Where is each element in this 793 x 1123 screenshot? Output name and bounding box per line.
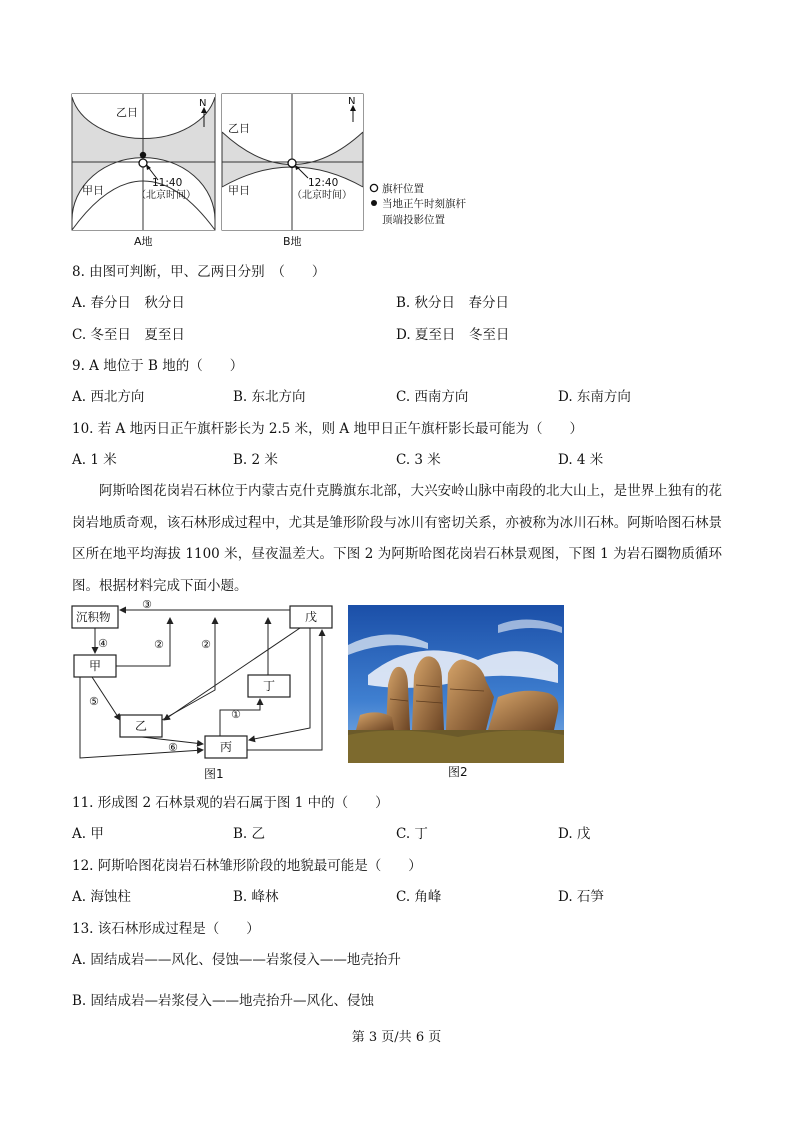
box-yi: 乙: [135, 719, 148, 733]
q11-stem: 11. 形成图 2 石林景观的岩石属于图 1 中的（ ）: [72, 795, 389, 811]
rock-cycle-diagram: [70, 600, 338, 788]
q9-option-d[interactable]: D. 东南方向: [558, 389, 631, 405]
panel-b: [222, 94, 363, 248]
passage: [72, 476, 722, 602]
q9-option-b[interactable]: B. 东北方向: [233, 389, 306, 405]
q12-option-d[interactable]: D. 石笋: [558, 889, 604, 905]
q13-option-b[interactable]: B. 固结成岩—岩浆侵入——地壳抬升—风化、侵蚀: [72, 993, 375, 1009]
arrow-1-label: ①: [231, 708, 241, 721]
noon-shadow-dot-a: [140, 152, 146, 158]
shadow-diagram: [70, 92, 490, 252]
q9-stem: 9. A 地位于 B 地的（ ）: [72, 358, 244, 374]
panel-b-label: B地: [283, 235, 302, 248]
jia-day-label-a: 甲日: [82, 184, 104, 197]
north-label-a: N: [199, 98, 207, 109]
fig2-caption: 图2: [448, 765, 468, 779]
q12-option-c[interactable]: C. 角峰: [396, 889, 442, 905]
arrow-3-label: ③: [142, 600, 152, 611]
q8-stem: 8. 由图可判断，甲、乙两日分别 （ ）: [72, 264, 326, 280]
q8-option-b[interactable]: B. 秋分日 春分日: [396, 295, 510, 311]
flagpole-circle-a: [139, 159, 147, 167]
north-label-b: N: [348, 96, 356, 107]
arrow-2a-label: ②: [154, 638, 164, 651]
fig1-caption: 图1: [204, 767, 224, 781]
arrow-5-label: ⑤: [89, 695, 99, 708]
q8-option-c[interactable]: C. 冬至日 夏至日: [72, 327, 185, 343]
arrow-2b-label: ②: [201, 638, 211, 651]
arrow-4-label: ④: [98, 637, 108, 650]
box-jia: 甲: [89, 659, 102, 673]
time-note-b: （北京时间）: [292, 190, 352, 201]
legend: [370, 182, 466, 226]
flagpole-circle-b: [288, 159, 296, 167]
q12-option-a[interactable]: A. 海蚀柱: [72, 889, 131, 905]
q9-option-c[interactable]: C. 西南方向: [396, 389, 469, 405]
q12-stem: 12. 阿斯哈图花岗岩石林雏形阶段的地貌最可能是（ ）: [72, 858, 422, 874]
legend-filled-circle-icon: [371, 200, 377, 206]
box-sediment: 沉积物: [76, 610, 111, 624]
q11-option-b[interactable]: B. 乙: [233, 826, 266, 842]
legend-shadow-text-1: 当地正午时刻旗杆: [382, 198, 466, 210]
jia-day-label-b: 甲日: [228, 184, 250, 197]
legend-shadow-text-2: 顶端投影位置: [382, 214, 445, 226]
passage-text: 阿斯哈图花岗岩石林位于内蒙古克什克腾旗东北部，大兴安岭山脉中南段的北大山上，是世界上独有的花岗岩地质奇观，该石林形成过程中，尤其是雏形阶段与冰川有密切关系，亦被称为冰川石林。阿斯哈图石林景区所在地平均海拔 1100 米，昼夜温差大。下图 2 为阿斯哈图花岗岩石林景观图，下图 1 为岩石圈物质循环图。根据材料完成下面小题。: [72, 483, 722, 594]
q13-option-a[interactable]: A. 固结成岩——风化、侵蚀——岩浆侵入——地壳抬升: [72, 952, 401, 968]
time-note-a: （北京时间）: [136, 190, 196, 201]
q10-stem: 10. 若 A 地丙日正午旗杆影长为 2.5 米，则 A 地甲日正午旗杆影长最可能为（ ）: [72, 421, 583, 437]
q9-option-a[interactable]: A. 西北方向: [72, 389, 145, 405]
page-footer: 第 3 页/共 6 页: [351, 1030, 442, 1045]
q11-option-c[interactable]: C. 丁: [396, 826, 428, 842]
legend-flagpole-text: 旗杆位置: [382, 183, 424, 195]
yi-day-label-a: 乙日: [116, 106, 138, 119]
q11-option-d[interactable]: D. 戊: [558, 826, 591, 842]
box-wu: 戊: [305, 610, 318, 624]
q10-option-c[interactable]: C. 3 米: [396, 452, 441, 468]
q11-option-a[interactable]: A. 甲: [72, 826, 104, 842]
q8-option-a[interactable]: A. 春分日 秋分日: [72, 295, 185, 311]
q10-option-a[interactable]: A. 1 米: [72, 452, 117, 468]
q12-option-b[interactable]: B. 峰林: [233, 889, 279, 905]
panel-a-label: A地: [134, 235, 153, 248]
box-ding: 丁: [263, 679, 276, 693]
q10-option-b[interactable]: B. 2 米: [233, 452, 278, 468]
legend-open-circle-icon: [370, 184, 377, 191]
stone-forest-photo: [348, 605, 564, 780]
box-bing: 丙: [220, 740, 233, 754]
panel-a: [72, 94, 215, 248]
yi-day-label-b: 乙日: [228, 122, 250, 135]
q13-stem: 13. 该石林形成过程是（ ）: [72, 921, 260, 937]
q10-option-d[interactable]: D. 4 米: [558, 452, 604, 468]
q8-option-d[interactable]: D. 夏至日 冬至日: [396, 327, 510, 343]
time-label-a: 11:40: [152, 177, 183, 189]
time-label-b: 12:40: [308, 177, 339, 189]
arrow-6-label: ⑥: [168, 741, 178, 754]
